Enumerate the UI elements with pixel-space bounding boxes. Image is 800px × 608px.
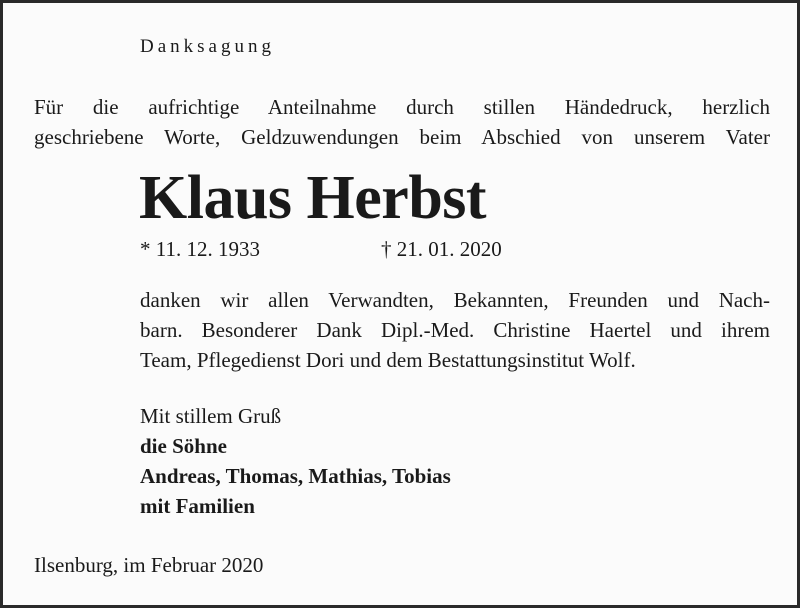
thanks-line: danken wir allen Verwandten, Bekannten, Freunden und Nach- xyxy=(140,288,770,312)
signatory-line: Andreas, Thomas, Mathias, Tobias xyxy=(140,464,451,488)
signatory-line: die Söhne xyxy=(140,434,227,458)
thanks-paragraph xyxy=(140,285,770,375)
signoff-block xyxy=(140,401,451,521)
birth-date: * 11. 12. 1933 xyxy=(140,237,260,261)
death-date: † 21. 01. 2020 xyxy=(381,237,502,261)
notice-heading: Danksagung xyxy=(140,36,275,57)
intro-paragraph xyxy=(34,92,770,152)
thanks-line: Team, Pflegedienst Dori und dem Bestattungsinstitut Wolf. xyxy=(140,348,636,372)
intro-line: geschriebene Worte, Geldzuwendungen beim Abschied von unserem Vater xyxy=(34,125,770,149)
greeting: Mit stillem Gruß xyxy=(140,404,282,428)
thanks-line: barn. Besonderer Dank Dipl.-Med. Christine Haertel und ihrem xyxy=(140,318,770,342)
place-date: Ilsenburg, im Februar 2020 xyxy=(34,553,264,577)
obituary-notice xyxy=(3,3,797,605)
deceased-name: Klaus Herbst xyxy=(139,164,487,232)
intro-line: Für die aufrichtige Anteilnahme durch stillen Händedruck, herzlich xyxy=(34,95,770,119)
signatory-line: mit Familien xyxy=(140,494,255,518)
